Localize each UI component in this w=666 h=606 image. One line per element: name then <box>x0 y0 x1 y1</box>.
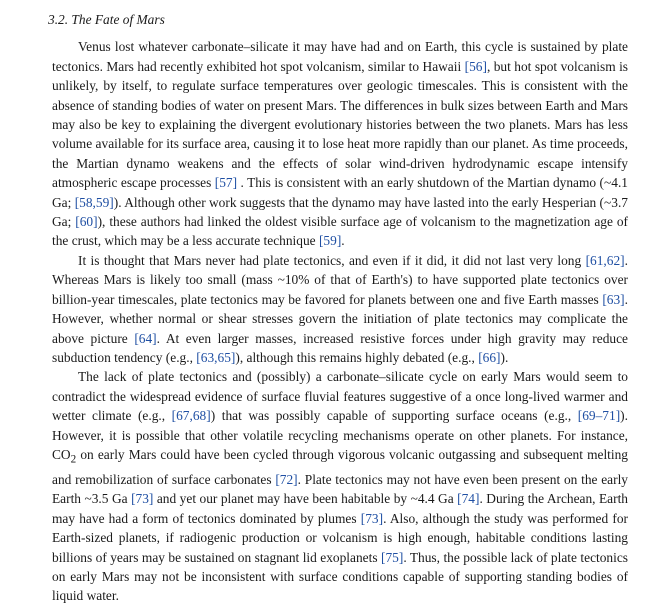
paragraph-text: . This is consistent with an early shutdown of the Martian dynamo (~4.1 Ga; <box>52 175 628 210</box>
paragraph-text: ) that was possibly capable of supporting surface oceans (e.g., <box>210 408 578 424</box>
citation-link[interactable]: [66] <box>478 349 501 365</box>
citation-link[interactable]: [75] <box>381 549 404 565</box>
paragraph-text: . However, whether normal or shear stresses govern the initiation of plate tectonics may complicate the above picture <box>52 291 628 346</box>
paragraph-text: ), although this remains highly debated (e.g., <box>235 349 479 365</box>
paragraph-text: ). Although other work suggests that the dynamo may have lasted into the early Hesperian (~3.7 Ga; <box>52 194 629 230</box>
paragraph-text: . Thus, the possible lack of plate tectonics on early Mars may not be inconsistent with surface conditions capable of supporting standing bodies of liquid water. <box>52 549 628 604</box>
citation-link[interactable]: [58,59] <box>74 194 114 210</box>
section-body <box>52 37 628 605</box>
paragraph-text: The lack of plate tectonics and (possibly) a carbonate–silicate cycle on early Mars would seem to contradict the widespread evidence of surface fluvial features suggestive of a once long-lived warmer and wetter climate (e.g., <box>52 369 628 424</box>
citation-link[interactable]: [69–71] <box>577 408 621 424</box>
citation-link[interactable]: [61,62] <box>585 252 625 268</box>
section-heading: 3.2. The Fate of Mars <box>48 12 165 27</box>
paragraph-text: ). <box>500 349 509 365</box>
body-paragraph <box>52 251 628 367</box>
paragraph-text: ). However, it is possible that other volatile recycling mechanisms operate on other planets. For instance, CO <box>52 408 628 462</box>
paragraph-text: ), these authors had linked the oldest visible surface age of volcanism to the magnetization age of the crust, which may be a less accurate technique <box>52 214 628 249</box>
citation-link[interactable]: [67,68] <box>171 408 211 424</box>
citation-link[interactable]: [72] <box>275 472 298 488</box>
body-paragraph <box>52 37 628 250</box>
paragraph-text: on early Mars could have been cycled through vigorous volcanic outgassing and subsequent melting and remobilization of surface carbonates <box>52 446 628 488</box>
citation-link[interactable]: [63] <box>602 291 625 307</box>
citation-link[interactable]: [59] <box>318 233 342 249</box>
paragraph-text: It is thought that Mars never had plate tectonics, and even if it did, it did not last very long <box>78 252 586 268</box>
paragraph-text: . Also, although the study was performed for Earth-sized planets, if radiogenic production or volcanism is high enough, habitable conditions lasting billions of years may be sustained on stagnant lid exoplanets <box>52 510 628 565</box>
subscript: 2 <box>70 453 77 466</box>
citation-link[interactable]: [64] <box>134 330 157 346</box>
paragraph-text: . At even larger masses, increased resistive forces under high gravity may reduce subduction tendency (e.g., <box>52 330 628 365</box>
citation-link[interactable]: [60] <box>75 214 98 230</box>
paragraph-text: . During the Archean, Earth may have had a form of tectonics dominated by plumes <box>52 491 628 526</box>
citation-link[interactable]: [73] <box>360 510 384 526</box>
citation-link[interactable]: [73] <box>131 491 154 507</box>
paragraph-text: and yet our planet may have been habitable by ~4.4 Ga <box>153 491 458 507</box>
paragraph-text: . Plate tectonics may not have even been present on the early Earth ~3.5 Ga <box>52 472 628 507</box>
paragraph-text: . Whereas Mars is likely too small (mass ~10% of that of Earth's) to have supported plate tectonics over billion-year timescales, plate tectonics may be favored for planets between one and five Earth masses <box>52 252 628 307</box>
citation-link[interactable]: [74] <box>457 491 480 507</box>
body-paragraph <box>52 367 628 606</box>
paragraph-text: , but hot spot volcanism is unlikely, by itself, to regulate surface temperatures over geologic timescales. This is consistent with the absence of standing bodies of water on present Mars. The differences in bulk sizes between Earth and Mars may also be key to explaining the divergent evolutionary histories between the two planets. Mars has less volume available for its surface area, causing it to lose heat more rapidly than our planet. As time proceeds, the Martian dynamo weakens and the effects of solar wind-driven hydrodynamic escape intensify atmospheric escape processes <box>52 58 628 191</box>
citation-link[interactable]: [57] <box>214 175 238 191</box>
paragraph-text: Venus lost whatever carbonate–silicate it may have had and on Earth, this cycle is sustained by plate tectonics. Mars had recently exhibited hot spot volcanism, similar to Hawaii <box>52 39 628 74</box>
paragraph-text: . <box>341 233 345 249</box>
citation-link[interactable]: [63,65] <box>196 349 236 365</box>
citation-link[interactable]: [56] <box>464 58 487 74</box>
